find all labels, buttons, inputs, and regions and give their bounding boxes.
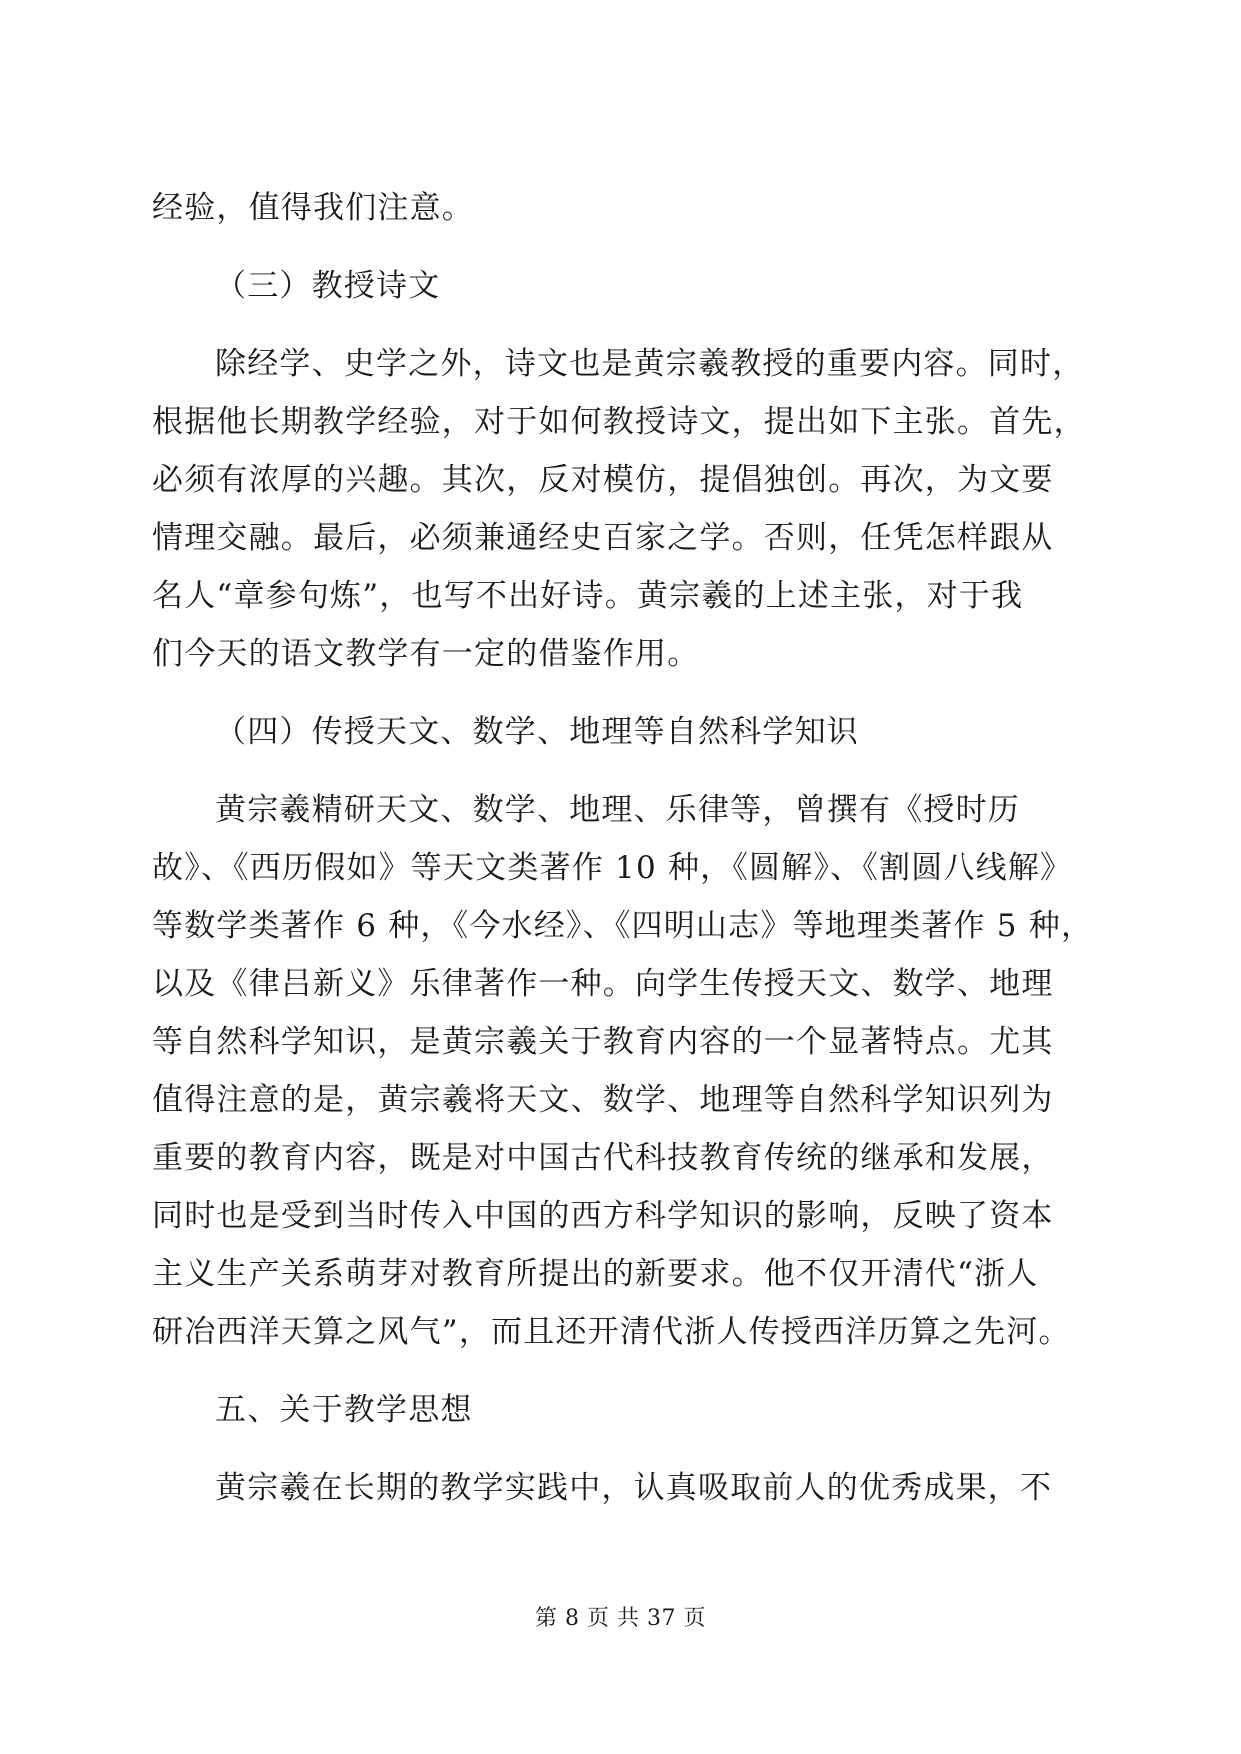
body-line: 根据他长期教学经验，对于如何教授诗文，提出如下主张。首先，: [152, 404, 1086, 440]
body-line: 故》、《西历假如》等天文类著作 10 种，《圆解》、《割圆八线解》: [152, 850, 1073, 886]
body-line: 黄宗羲在长期的教学实践中，认真吸取前人的优秀成果，不: [215, 1470, 1053, 1506]
page-number-footer: 第 8 页 共 37 页: [535, 1606, 706, 1631]
body-line: 主义生产关系萌芽对教育所提出的新要求。他不仅开清代“浙人: [152, 1256, 1039, 1292]
section-heading: （三）教授诗文: [215, 268, 441, 304]
body-line: 同时也是受到当时传入中国的西方科学知识的影响，反映了资本: [152, 1198, 1054, 1234]
body-line: 们今天的语文教学有一定的借鉴作用。: [152, 636, 700, 672]
body-line: 值得注意的是，黄宗羲将天文、数学、地理等自然科学知识列为: [152, 1082, 1054, 1118]
body-line: 经验，值得我们注意。: [152, 190, 474, 226]
body-line: 研冶西洋天算之风气”，而且还开清代浙人传授西洋历算之先河。: [152, 1314, 1071, 1350]
section-heading: 五、关于教学思想: [215, 1392, 473, 1428]
body-line: 除经学、史学之外，诗文也是黄宗羲教授的重要内容。同时，: [215, 346, 1085, 382]
body-line: 情理交融。最后，必须兼通经史百家之学。否则，任凭怎样跟从: [152, 520, 1054, 556]
body-line: 重要的教育内容，既是对中国古代科技教育传统的继承和发展，: [152, 1140, 1054, 1176]
body-line: 必须有浓厚的兴趣。其次，反对模仿，提倡独创。再次，为文要: [152, 462, 1054, 498]
body-line: 名人“章参句炼”，也写不出好诗。黄宗羲的上述主张，对于我: [152, 578, 1024, 614]
section-heading: （四）传授天文、数学、地理等自然科学知识: [215, 714, 859, 750]
body-line: 等自然科学知识，是黄宗羲关于教育内容的一个显著特点。尤其: [152, 1024, 1054, 1060]
body-line: 黄宗羲精研天文、数学、地理、乐律等，曾撰有《授时历: [215, 792, 1020, 828]
body-line: 等数学类著作 6 种，《今水经》、《四明山志》等地理类著作 5 种，: [152, 908, 1094, 944]
body-line: 以及《律吕新义》乐律著作一种。向学生传授天文、数学、地理: [152, 966, 1054, 1002]
